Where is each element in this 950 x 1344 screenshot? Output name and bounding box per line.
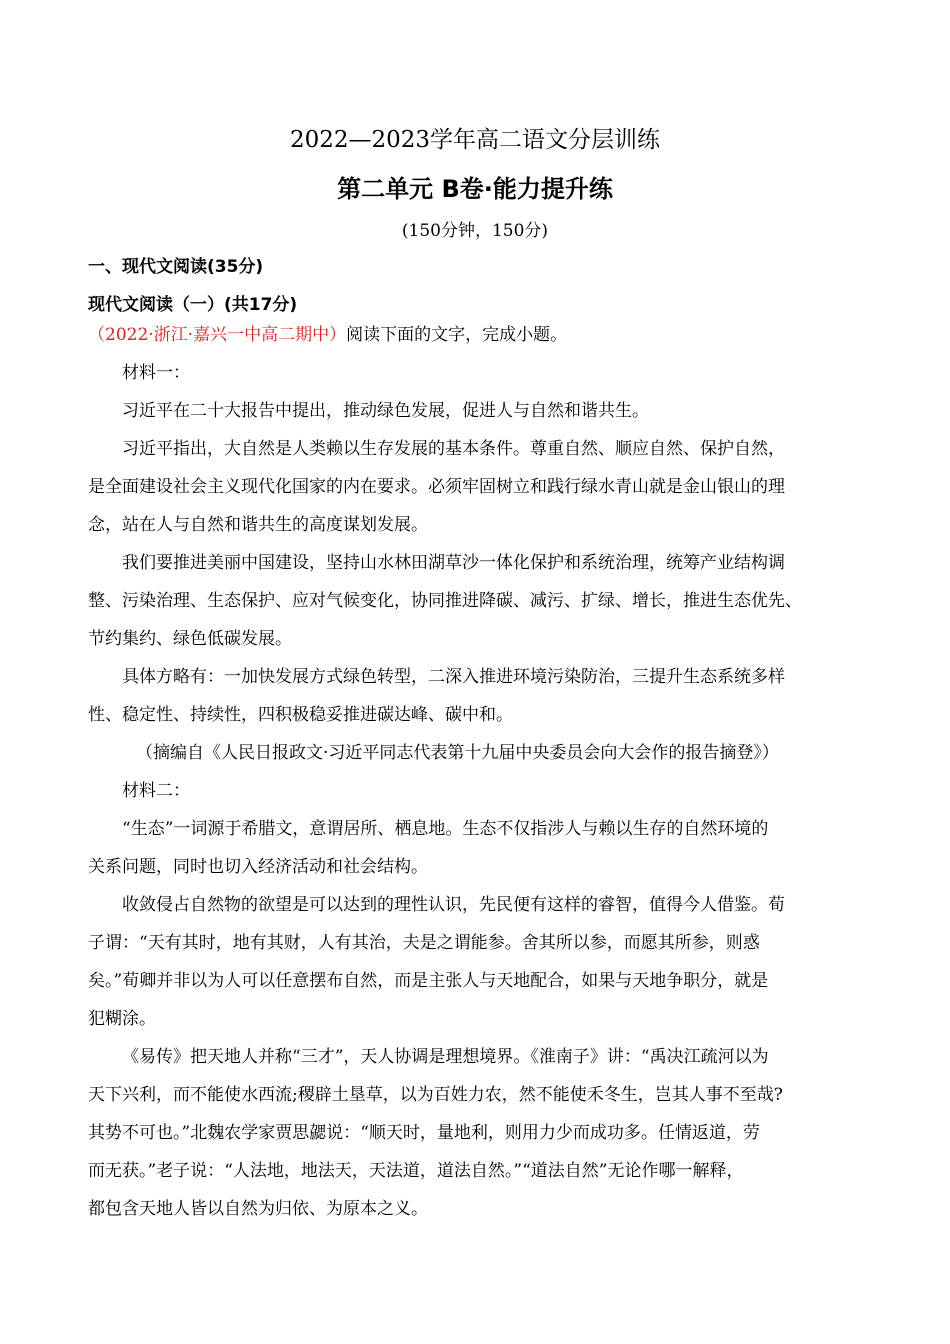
paragraph-line: 都包含天地人皆以自然为归依、为原本之义。 <box>88 1199 428 1219</box>
paragraph-line: 其势不可也。”北魏农学家贾思勰说：“顺天时，量地利，则用力少而成功多。任情返道，劳 <box>88 1123 760 1143</box>
paragraph-line: 念，站在人与自然和谐共生的高度谋划发展。 <box>88 515 428 535</box>
material-one-label: 材料一： <box>122 363 190 383</box>
paragraph-line: 习近平指出，大自然是人类赖以生存发展的基本条件。尊重自然、顺应自然、保护自然， <box>122 439 785 459</box>
paragraph-line: 关系问题，同时也切入经济活动和社会结构。 <box>88 857 428 877</box>
paragraph-line: 性、稳定性、持续性，四积极稳妥推进碳达峰、碳中和。 <box>88 705 513 725</box>
paragraph-line: 是全面建设社会主义现代化国家的内在要求。必须牢固树立和践行绿水青山就是金山银山的理 <box>88 477 785 497</box>
paragraph-line: 矣。”荀卿并非以为人可以任意摆布自然，而是主张人与天地配合，如果与天地争职分，就是 <box>88 971 769 991</box>
paragraph-line: 我们要推进美丽中国建设，坚持山水林田湖草沙一体化保护和系统治理，统筹产业结构调 <box>122 553 785 573</box>
paragraph-line: 节约集约、绿色低碳发展。 <box>88 629 292 649</box>
instruction-line <box>88 322 878 348</box>
source-tag: （2022·浙江·嘉兴一中高二期中） <box>88 325 347 345</box>
paragraph-line: 天下兴利，而不能使水西流;稷辟土垦草，以为百姓力农，然不能使禾冬生，岂其人事不至哉? <box>88 1085 783 1105</box>
paragraph-line: 犯糊涂。 <box>88 1009 156 1029</box>
paragraph-line: 《易传》把天地人并称“三才”，天人协调是理想境界。《淮南子》讲：“禹决江疏河以为 <box>122 1047 769 1067</box>
material-one-citation: （摘编自《人民日报政文·习近平同志代表第十九届中央委员会向大会作的报告摘登》） <box>136 743 779 763</box>
instruction-text: 阅读下面的文字，完成小题。 <box>346 325 568 345</box>
paragraph-line: 整、污染治理、生态保护、应对气候变化，协同推进降碳、减污、扩绿、增长，推进生态优先、 <box>88 591 802 611</box>
material-two-label: 材料二： <box>122 781 190 801</box>
section-heading: 一、现代文阅读(35分) <box>88 257 264 277</box>
unit-subtitle: 第二单元 B卷·能力提升练 <box>337 175 613 203</box>
paragraph-line: 而无获。”老子说：“人法地，地法天，天法道，道法自然。”“道法自然”无论作哪一解释， <box>88 1161 744 1181</box>
time-score-note: (150分钟，150分) <box>401 221 549 241</box>
paragraph-line: “生态”一词源于希腊文，意谓居所、栖息地。生态不仅指涉人与赖以生存的自然环境的 <box>122 819 769 839</box>
paragraph-line: 收敛侵占自然物的欲望是可以达到的理性认识，先民便有这样的睿智，值得今人借鉴。荀 <box>122 895 785 915</box>
document-title: 2022—2023学年高二语文分层训练 <box>289 127 661 153</box>
reading-sub-heading: 现代文阅读（一）(共17分) <box>88 295 298 315</box>
paragraph-line: 子谓：“天有其时，地有其财，人有其治，夫是之谓能参。舍其所以参，而愿其所参，则惑 <box>88 933 760 953</box>
paragraph-line: 习近平在二十大报告中提出，推动绿色发展，促进人与自然和谐共生。 <box>122 401 649 421</box>
paragraph-line: 具体方略有：一加快发展方式绿色转型，二深入推进环境污染防治，三提升生态系统多样 <box>122 667 785 687</box>
